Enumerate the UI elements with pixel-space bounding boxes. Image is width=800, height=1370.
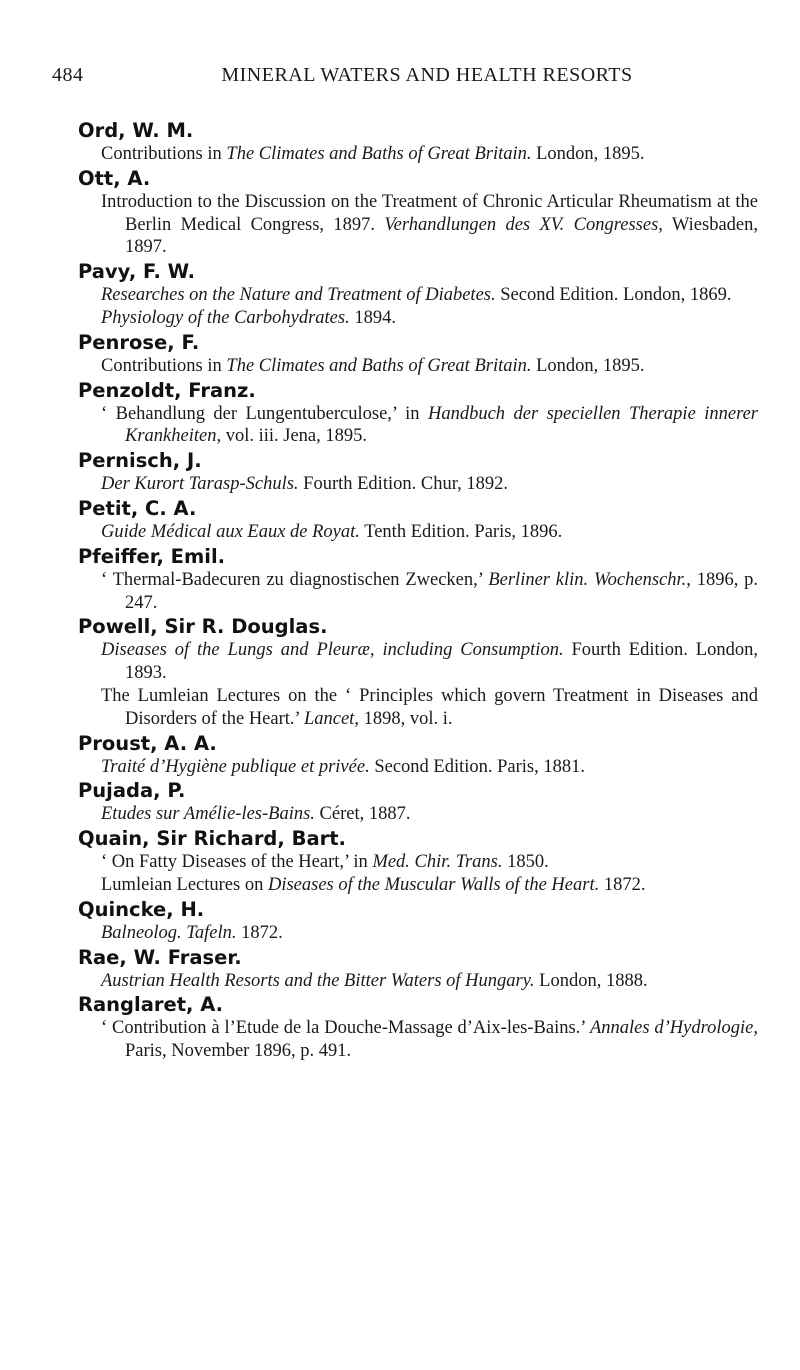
entry-reference xyxy=(78,284,758,307)
entry-reference xyxy=(78,569,758,615)
reference-text: Lumleian Lectures on xyxy=(101,874,268,895)
bibliography-entry xyxy=(78,778,758,826)
entry-reference xyxy=(78,191,758,259)
bibliography-entry xyxy=(78,826,758,897)
bibliography-entry xyxy=(78,448,758,496)
reference-italic-title: Balneolog. Tafeln. xyxy=(101,922,237,943)
entry-author: Ott, A. xyxy=(78,166,151,190)
reference-text: London, 1895. xyxy=(531,144,645,164)
reference-italic-title: The Climates and Baths of Great Britain. xyxy=(226,144,532,164)
reference-text: Céret, 1887. xyxy=(314,804,411,825)
reference-text: 1898, vol. i. xyxy=(358,708,453,729)
reference-italic-title: Annales d’Hydrologie, xyxy=(589,1018,758,1039)
reference-text: London, 1895. xyxy=(531,355,645,376)
reference-text: Contributions in xyxy=(101,144,227,164)
reference-text: ‘ Contribution à l’Etude de la Douche-Massage d’Aix-les-Bains.’ xyxy=(101,1018,590,1039)
entry-author: Quincke, H. xyxy=(78,897,205,921)
reference-italic-title: Berliner klin. Wochenschr., xyxy=(488,569,691,590)
reference-text: 1872. xyxy=(236,922,283,943)
entry-reference xyxy=(78,803,758,826)
reference-italic-title: The Climates and Baths of Great Britain. xyxy=(226,355,532,376)
bibliography-entry xyxy=(78,259,758,330)
reference-text: ‘ Thermal-Badecuren zu diagnostischen Zwecken,’ xyxy=(101,569,489,590)
entry-reference xyxy=(78,403,758,449)
reference-text: 1872. xyxy=(599,874,646,895)
bibliography-entry xyxy=(78,118,758,166)
running-title: MINERAL WATERS AND HEALTH RESORTS xyxy=(221,64,633,86)
entry-reference xyxy=(78,851,758,874)
reference-italic-title: Traité d’Hygiène publique et privée. xyxy=(101,756,370,777)
reference-text: vol. iii. Jena, 1895. xyxy=(221,426,368,447)
reference-italic-title: Etudes sur Amélie-les-Bains. xyxy=(101,804,315,825)
bibliography-entry xyxy=(78,166,758,259)
entry-reference xyxy=(78,639,758,685)
bibliography-entry xyxy=(78,614,758,730)
page-number: 484 xyxy=(52,64,84,86)
reference-text: Tenth Edition. Paris, 1896. xyxy=(359,521,563,542)
reference-text: The Lumleian Lectures on the ‘ Principles which govern Treatment in Diseases and Disorders of the Heart.’ xyxy=(101,685,758,729)
entry-reference xyxy=(78,473,758,496)
reference-text: Fourth Edition. Chur, 1892. xyxy=(298,474,508,495)
reference-text: Wiesbaden, 1897. xyxy=(125,214,758,258)
reference-text: Second Edition. London, 1869. xyxy=(495,285,732,306)
entry-author: Penzoldt, Franz. xyxy=(78,378,256,402)
reference-text: ‘ Behandlung der Lungentuberculose,’ in xyxy=(101,403,428,424)
reference-text: 1896, p. 247. xyxy=(125,569,758,613)
reference-italic-title: Diseases of the Lungs and Pleuræ, including Consumption. xyxy=(101,640,564,661)
reference-italic-title: Handbuch der speciellen Therapie innerer Krankheiten, xyxy=(125,403,758,447)
reference-italic-title: Austrian Health Resorts and the Bitter Waters of Hungary. xyxy=(101,970,535,991)
reference-italic-title: Diseases of the Muscular Walls of the Heart. xyxy=(267,874,600,895)
reference-text: London, 1888. xyxy=(534,970,648,991)
reference-text: 1894. xyxy=(349,307,396,328)
entry-author: Proust, A. A. xyxy=(78,731,217,755)
entry-author: Pujada, P. xyxy=(78,779,186,803)
entry-author: Ord, W. M. xyxy=(78,119,194,142)
entry-reference xyxy=(78,521,758,544)
entry-author: Pfeiffer, Emil. xyxy=(78,544,226,568)
reference-text: Second Edition. Paris, 1881. xyxy=(369,756,586,777)
bibliography-entry xyxy=(78,544,758,615)
reference-text: Paris, November 1896, p. 491. xyxy=(125,1041,352,1062)
entry-author: Penrose, F. xyxy=(78,330,200,354)
entry-author: Petit, C. A. xyxy=(78,496,197,520)
entry-reference xyxy=(78,874,758,897)
bibliography-entry xyxy=(78,496,758,544)
bibliography-entry xyxy=(78,945,758,993)
bibliography-entry xyxy=(78,731,758,779)
reference-text: 1850. xyxy=(502,852,549,873)
bibliography-entry xyxy=(78,378,758,449)
bibliography-entry xyxy=(78,330,758,378)
entry-author: Pernisch, J. xyxy=(78,449,202,473)
entry-reference xyxy=(78,922,758,945)
reference-italic-title: Verhandlungen des XV. Congresses, xyxy=(384,214,663,235)
reference-italic-title: Med. Chir. Trans. xyxy=(372,852,503,873)
reference-italic-title: Guide Médical aux Eaux de Royat. xyxy=(101,521,360,542)
entry-author: Quain, Sir Richard, Bart. xyxy=(78,827,346,851)
reference-text: Contributions in xyxy=(101,355,227,376)
reference-italic-title: Physiology of the Carbohydrates. xyxy=(101,307,350,328)
entry-author: Pavy, F. W. xyxy=(78,260,196,284)
bibliography-entry xyxy=(78,992,758,1063)
bibliography-entry xyxy=(78,897,758,945)
reference-italic-title: Researches on the Nature and Treatment of Diabetes. xyxy=(101,285,496,306)
entry-author: Ranglaret, A. xyxy=(78,993,224,1017)
entry-reference xyxy=(78,307,758,330)
entry-author: Powell, Sir R. Douglas. xyxy=(78,615,328,639)
bibliography-list xyxy=(78,118,758,1063)
reference-italic-title: Der Kurort Tarasp-Schuls. xyxy=(101,474,299,495)
entry-reference xyxy=(78,756,758,779)
reference-text: Introduction to the Discussion on the Treatment of Chronic Articular Rheumatism at the Berlin Medical Congress, 1897. xyxy=(101,191,758,235)
entry-reference xyxy=(78,1017,758,1063)
entry-reference xyxy=(78,143,758,166)
entry-reference xyxy=(78,685,758,731)
reference-text: Fourth Edition. London, 1893. xyxy=(125,640,758,684)
entry-reference xyxy=(78,355,758,378)
reference-text: ‘ On Fatty Diseases of the Heart,’ in xyxy=(101,852,373,873)
entry-reference xyxy=(78,970,758,993)
reference-italic-title: Lancet, xyxy=(303,708,359,729)
entry-author: Rae, W. Fraser. xyxy=(78,945,242,969)
